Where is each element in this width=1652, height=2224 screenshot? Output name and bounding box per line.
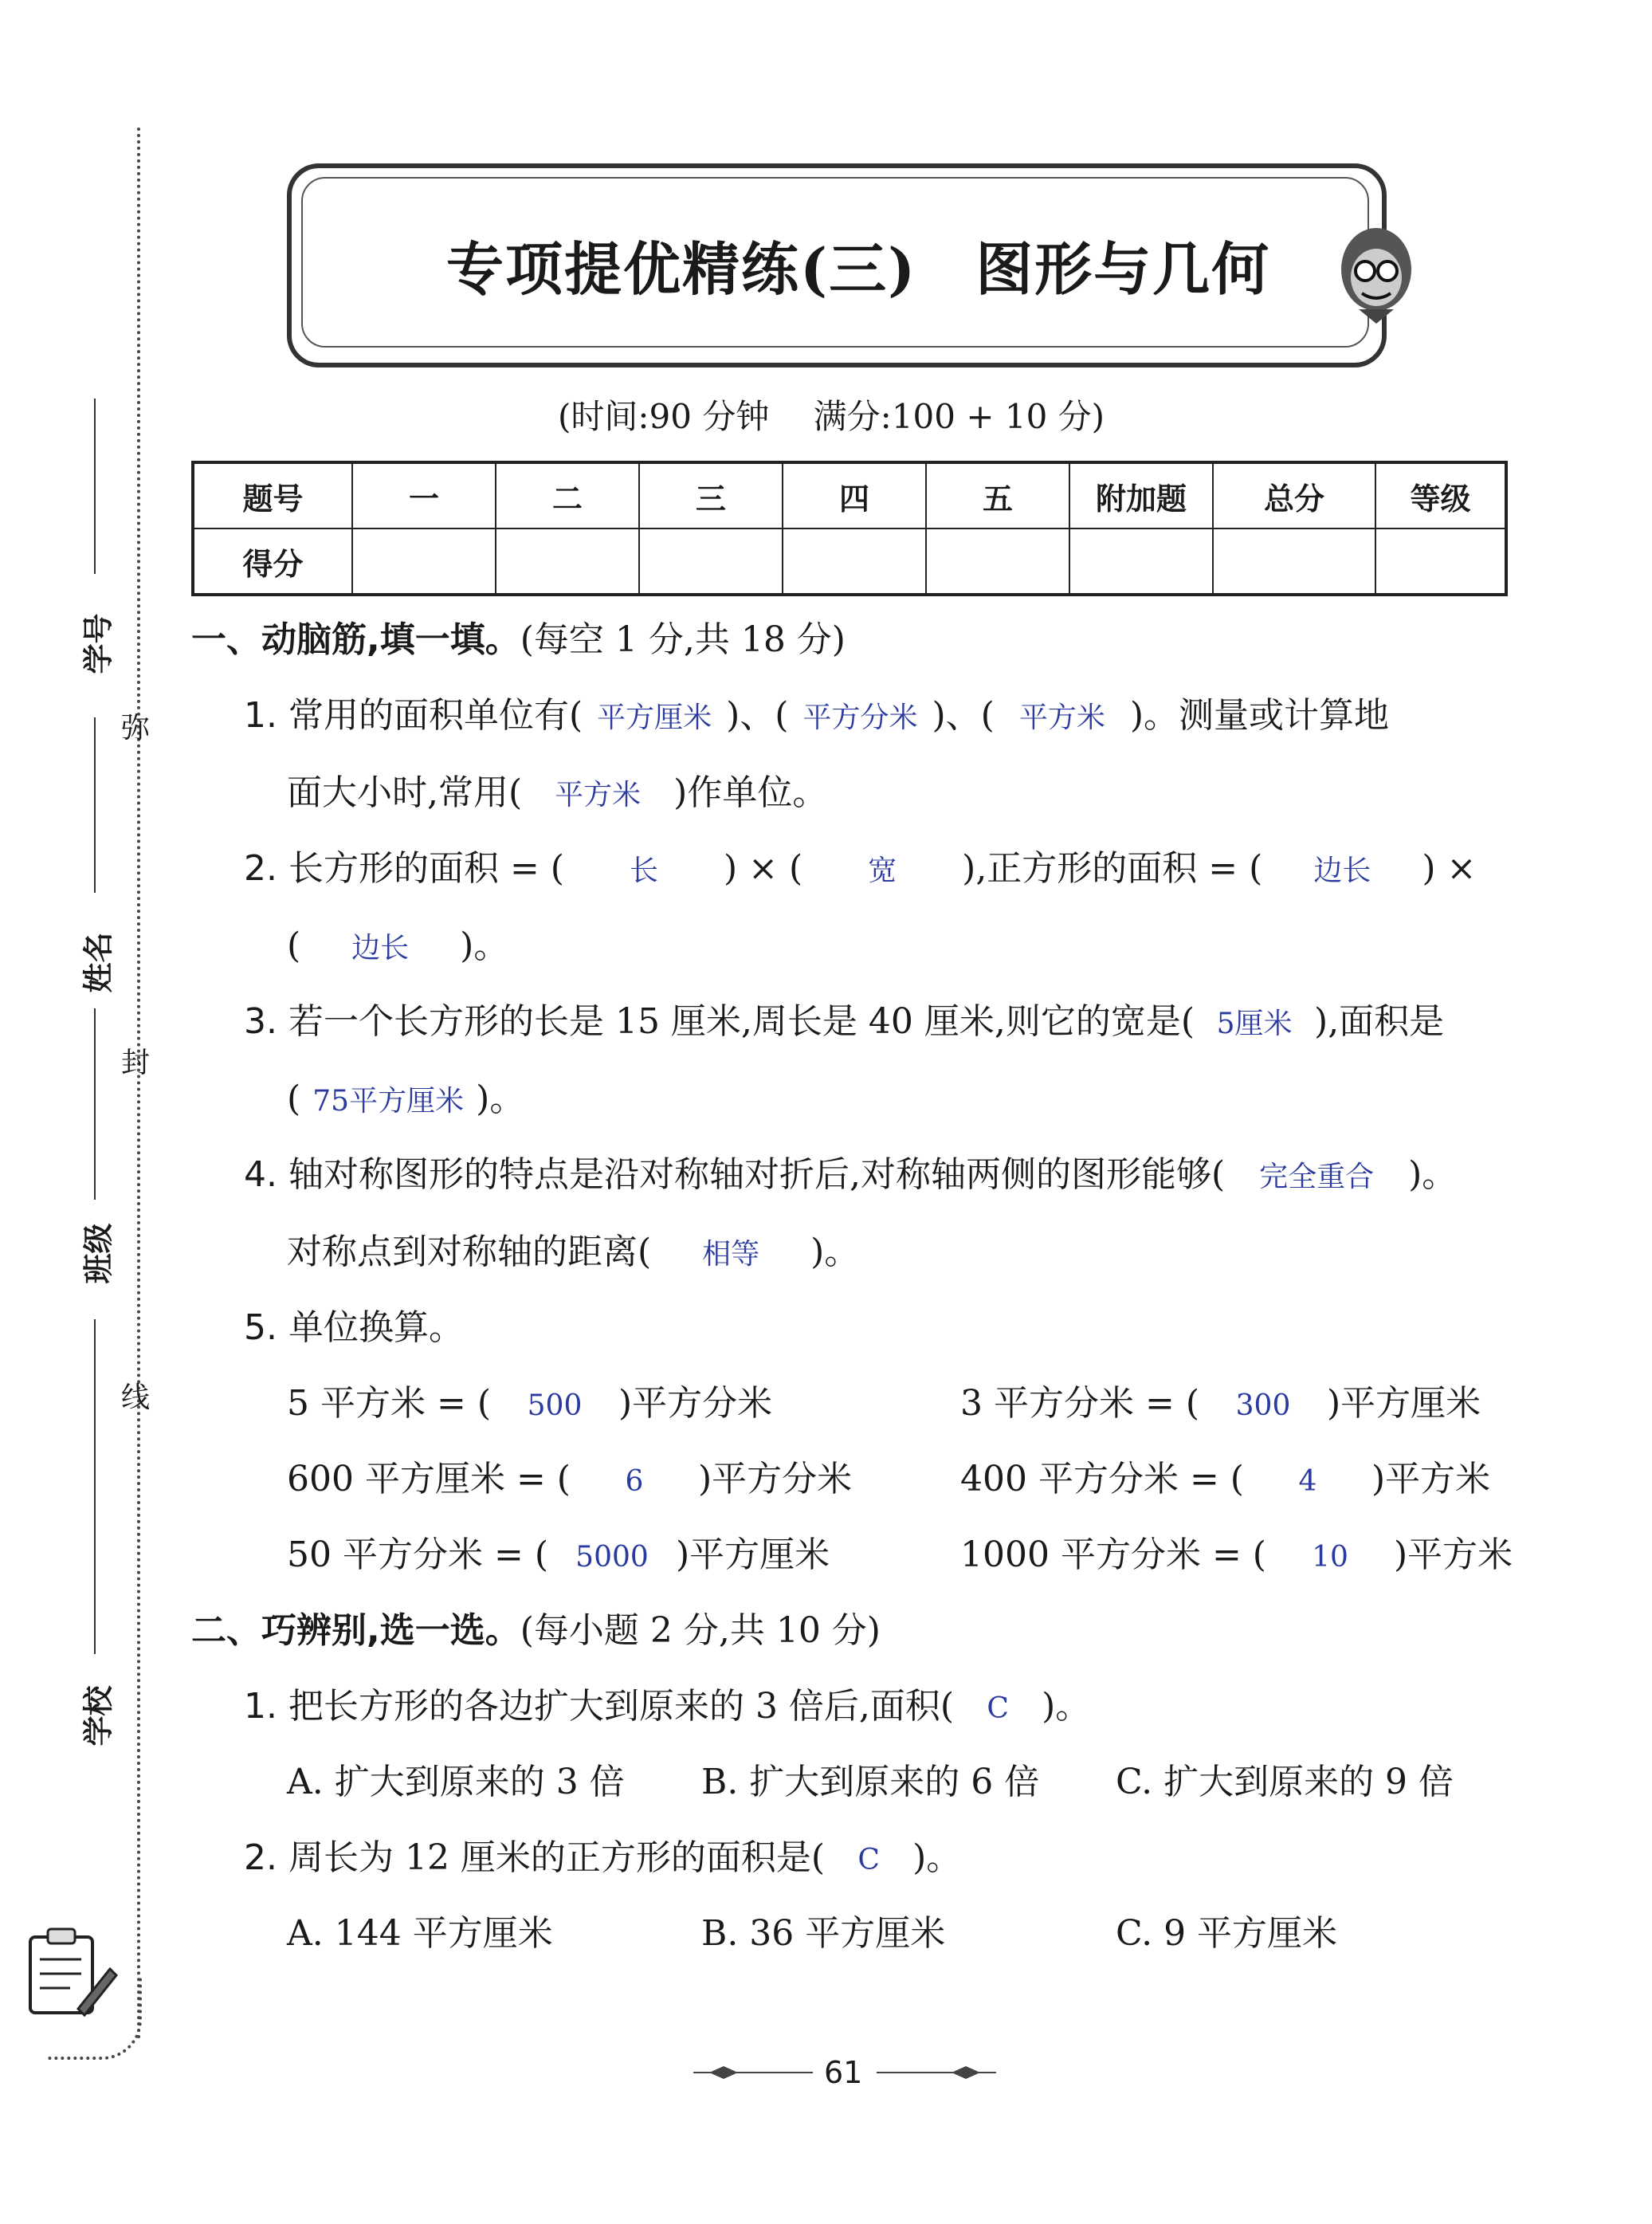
score-input-cell[interactable] bbox=[352, 528, 496, 595]
option-b[interactable]: B. 扩大到原来的 6 倍 bbox=[701, 1762, 1040, 1802]
option-a[interactable]: A. 144 平方厘米 bbox=[287, 1913, 553, 1954]
question-text: 400 平方分米 = ( bbox=[960, 1459, 1244, 1499]
option-a[interactable]: A. 扩大到原来的 3 倍 bbox=[287, 1762, 625, 1802]
table-cell: 题号 bbox=[193, 462, 352, 528]
school-line bbox=[94, 1319, 96, 1654]
question-text: 600 平方厘米 = ( bbox=[287, 1459, 571, 1499]
answer-blank[interactable]: C bbox=[857, 1844, 880, 1876]
footer-ornament-left bbox=[693, 2063, 813, 2082]
question-text: ( bbox=[287, 925, 301, 966]
table-cell: 二 bbox=[496, 462, 639, 528]
question-1-3 bbox=[244, 998, 1444, 1048]
answer-blank[interactable]: 平方分米 bbox=[802, 701, 918, 734]
table-cell: 总分 bbox=[1213, 462, 1375, 528]
student-id-label: 学号 bbox=[80, 613, 116, 674]
student-id-line bbox=[94, 399, 96, 574]
seal-char-feng: 封 bbox=[121, 1047, 151, 1079]
question-text: )。 bbox=[460, 925, 509, 966]
question-text: )。 bbox=[1042, 1686, 1091, 1727]
name-label: 姓名 bbox=[80, 932, 116, 993]
answer-blank[interactable]: 75平方厘米 bbox=[312, 1085, 465, 1118]
question-text: )平方厘米 bbox=[675, 1534, 830, 1575]
answer-blank[interactable]: 4 bbox=[1298, 1465, 1317, 1498]
question-text: )平方分米 bbox=[618, 1383, 773, 1424]
question-1-2-cont bbox=[287, 922, 508, 973]
class-line bbox=[94, 1008, 96, 1200]
section-note: (每小题 2 分,共 10 分) bbox=[520, 1610, 881, 1651]
question-2-2 bbox=[244, 1834, 961, 1884]
section2-heading bbox=[191, 1607, 881, 1655]
question-text: )平方厘米 bbox=[1327, 1383, 1481, 1424]
option-c[interactable]: C. 扩大到原来的 9 倍 bbox=[1116, 1762, 1454, 1802]
question-text: ) × ( bbox=[723, 848, 803, 889]
answer-blank[interactable]: 5厘米 bbox=[1216, 1008, 1293, 1040]
answer-blank[interactable]: 长 bbox=[629, 855, 658, 887]
question-text: )平方分米 bbox=[697, 1459, 853, 1499]
question-1-4 bbox=[244, 1151, 1457, 1201]
table-cell: 一 bbox=[352, 462, 496, 528]
section-title: 一、动脑筋,填一填。 bbox=[191, 619, 520, 660]
question-text: )。 bbox=[912, 1837, 962, 1878]
question-text: 3 平方分米 = ( bbox=[960, 1383, 1199, 1424]
answer-blank[interactable]: 宽 bbox=[868, 855, 897, 887]
question-text: 面大小时,常用( bbox=[287, 772, 523, 813]
question-text: 周长为 12 厘米的正方形的面积是( bbox=[288, 1837, 826, 1878]
question-text: 轴对称图形的特点是沿对称轴对折后,对称轴两侧的图形能够( bbox=[288, 1154, 1226, 1195]
question-text: )平方米 bbox=[1393, 1534, 1513, 1575]
name-line bbox=[94, 717, 96, 893]
question-number: 3. bbox=[244, 1001, 288, 1042]
question-2-1 bbox=[244, 1683, 1090, 1733]
question-text: )。 bbox=[810, 1232, 860, 1272]
question-text: 1000 平方分米 = ( bbox=[960, 1534, 1266, 1575]
answer-blank[interactable]: 平方厘米 bbox=[597, 701, 712, 734]
exam-info: (时间:90 分钟 满分:100 + 10 分) bbox=[558, 397, 1105, 436]
question-text: 把长方形的各边扩大到原来的 3 倍后,面积( bbox=[288, 1686, 955, 1727]
section-title: 二、巧辨别,选一选。 bbox=[191, 1610, 520, 1651]
question-text: )作单位。 bbox=[673, 772, 828, 813]
question-text: 常用的面积单位有( bbox=[288, 695, 583, 736]
question-text: )、( bbox=[932, 695, 995, 736]
score-table-header-row bbox=[193, 462, 1506, 528]
question-text: 单位换算。 bbox=[288, 1307, 464, 1348]
question-text: ( bbox=[287, 1079, 301, 1119]
answer-blank[interactable]: 500 bbox=[527, 1389, 583, 1422]
score-table bbox=[191, 461, 1508, 596]
table-cell: 四 bbox=[783, 462, 926, 528]
answer-blank[interactable]: 6 bbox=[625, 1465, 644, 1498]
score-input-cell[interactable] bbox=[926, 528, 1069, 595]
question-text: )、( bbox=[726, 695, 789, 736]
answer-blank[interactable]: C bbox=[987, 1692, 1009, 1725]
answer-blank[interactable]: 平方米 bbox=[1018, 701, 1105, 734]
option-b[interactable]: B. 36 平方厘米 bbox=[701, 1913, 946, 1954]
question-text: )。 bbox=[1408, 1154, 1458, 1195]
question-text: )。 bbox=[476, 1079, 525, 1119]
answer-blank[interactable]: 边长 bbox=[351, 932, 410, 965]
conversion-left-2 bbox=[287, 1456, 852, 1506]
question-1-1 bbox=[244, 692, 1389, 742]
seal-char-xian: 线 bbox=[121, 1381, 151, 1414]
answer-blank[interactable]: 300 bbox=[1235, 1389, 1291, 1422]
table-cell: 五 bbox=[926, 462, 1069, 528]
score-input-cell[interactable] bbox=[1213, 528, 1375, 595]
question-number: 1. bbox=[244, 1686, 288, 1727]
answer-blank[interactable]: 边长 bbox=[1313, 855, 1371, 887]
page-number: 61 bbox=[824, 2055, 863, 2090]
question-text: 长方形的面积 = ( bbox=[288, 848, 564, 889]
answer-blank[interactable]: 完全重合 bbox=[1259, 1161, 1375, 1193]
question-text: 若一个长方形的长是 15 厘米,周长是 40 厘米,则它的宽是( bbox=[288, 1001, 1195, 1042]
score-table-score-row bbox=[193, 528, 1506, 595]
question-text: ) × bbox=[1422, 848, 1477, 889]
conversion-right-2 bbox=[960, 1456, 1490, 1506]
page-title: 专项提优精练(三) 图形与几何 bbox=[446, 235, 1271, 303]
table-cell: 三 bbox=[639, 462, 783, 528]
score-input-cell[interactable] bbox=[1375, 528, 1506, 595]
question-1-1-cont bbox=[287, 769, 827, 819]
question-text: ),正方形的面积 = ( bbox=[962, 848, 1263, 889]
answer-blank[interactable]: 5000 bbox=[575, 1541, 649, 1574]
question-text: )。测量或计算地 bbox=[1129, 695, 1389, 736]
question-text: 5 平方米 = ( bbox=[287, 1383, 491, 1424]
footer-ornament-right bbox=[877, 2063, 996, 2082]
conversion-left-1 bbox=[287, 1380, 772, 1430]
seal-char-mi: 弥 bbox=[121, 712, 151, 745]
question-number: 4. bbox=[244, 1154, 288, 1195]
question-number: 1. bbox=[244, 695, 288, 736]
table-cell: 得分 bbox=[193, 528, 352, 595]
mascot-icon bbox=[1327, 214, 1426, 325]
table-cell: 附加题 bbox=[1069, 462, 1213, 528]
option-c[interactable]: C. 9 平方厘米 bbox=[1116, 1913, 1338, 1954]
question-1-3-cont bbox=[287, 1075, 524, 1126]
school-label: 学校 bbox=[80, 1685, 116, 1747]
score-input-cell[interactable] bbox=[1069, 528, 1213, 595]
conversion-left-3 bbox=[287, 1531, 830, 1582]
table-cell: 等级 bbox=[1375, 462, 1506, 528]
score-input-cell[interactable] bbox=[496, 528, 639, 595]
question-1-2 bbox=[244, 845, 1476, 895]
class-label: 班级 bbox=[80, 1223, 116, 1284]
section1-heading bbox=[191, 616, 846, 664]
question-text: 50 平方分米 = ( bbox=[287, 1534, 548, 1575]
score-input-cell[interactable] bbox=[639, 528, 783, 595]
question-1-4-cont bbox=[287, 1228, 859, 1279]
question-number: 5. bbox=[244, 1307, 288, 1348]
section-note: (每空 1 分,共 18 分) bbox=[520, 619, 846, 660]
conversion-right-1 bbox=[960, 1380, 1481, 1430]
binding-dotted-line bbox=[137, 128, 140, 2041]
question-text: )平方米 bbox=[1371, 1459, 1491, 1499]
question-1-5 bbox=[244, 1304, 464, 1352]
question-number: 2. bbox=[244, 1837, 288, 1878]
score-input-cell[interactable] bbox=[783, 528, 926, 595]
question-number: 2. bbox=[244, 848, 288, 889]
question-text: ),面积是 bbox=[1314, 1001, 1445, 1042]
clipboard-pencil-icon bbox=[22, 1921, 118, 2025]
question-text: 对称点到对称轴的距离( bbox=[287, 1232, 652, 1272]
answer-blank[interactable]: 平方米 bbox=[555, 779, 642, 811]
conversion-right-3 bbox=[960, 1531, 1513, 1582]
answer-blank[interactable]: 相等 bbox=[702, 1238, 760, 1271]
answer-blank[interactable]: 10 bbox=[1312, 1541, 1348, 1574]
